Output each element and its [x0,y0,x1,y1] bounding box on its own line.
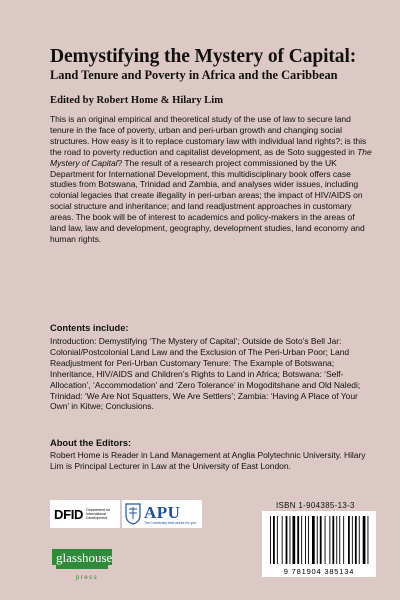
dfid-logo [50,500,120,528]
dfid-subtitle: Department for International Development [86,508,111,520]
description-text-2: ? The result of a research project commissioned by the UK Department for International Development, this multidisciplinary book offers case studies from Botswana, Trinidad and Zambia, and analyses wider issues, including colonial legacies that create illegality in peri-urban areas; the impact of HIV/AIDS on social structure and inheritance; and land readjustment approaches in customary areas. The book will be of interest to academics and policy-makers in the areas of land law, law and development, geography, development studies, land economy and human rights. [50,157,365,244]
book-subtitle: Land Tenure and Poverty in Africa and the Caribbean [50,68,338,82]
editors-line: Edited by Robert Home & Hilary Lim [50,95,224,106]
barcode-icon [262,511,376,577]
glasshouse-press-logo [50,545,122,585]
contents-heading: Contents include: [50,323,129,333]
about-editors-text: Robert Home is Reader in Land Management at Anglia Polytechnic University. Hilary Lim is Principal Lecturer in Law at the University of East London. [50,450,366,471]
apu-wordmark: APU [144,502,181,522]
book-title: Demystifying the Mystery of Capital: [50,46,357,67]
barcode-digits: 9 781904 385134 [283,567,355,576]
isbn-label: ISBN 1-904385-13-3 [276,501,355,510]
dfid-wordmark: DFID [54,506,84,522]
description-text-1: This is an original empirical and theoretical study of the use of law to secure land tenure in the face of poverty, urban and peri-urban growth and changing social structures. How easy is it to replace customary law with individual land rights?; is this the road to poverty reduction and capitalist development, as de Soto suggested in [50,114,367,157]
contents-list: Introduction: Demystifying ‘The Mystery of Capital’; Outside de Soto’s Bell Jar: Colonial/Postcolonial Land Law and the Exclusion of The Peri-Urban Poor; Land Readjustment for Peri-Urban Customary Tenure: The Example of Botswana; Inheritance, HIV/AIDS and Children’s Rights to Land in Africa; Botswana: ‘Self-Allocation’, ‘Accommodation’ and ‘Zero Tolerance’ in Mogoditshane and Old Naledi; Trinidad: ‘We Are Not Squatters, We Are Settlers’; Zambia: ‘Having A Place of Your Own’ in Kitwe; Conclusions. [50,336,361,412]
description-italic-title: The Mystery of Capital [50,146,372,168]
book-description [50,114,372,245]
apu-logo [122,500,202,528]
apu-tagline: The University that works for you [144,520,197,525]
publisher-wordmark: glasshouse [56,550,113,565]
about-editors-heading: About the Editors: [50,438,132,448]
apu-crest-icon [125,503,141,525]
publisher-subtitle: press [76,575,99,581]
